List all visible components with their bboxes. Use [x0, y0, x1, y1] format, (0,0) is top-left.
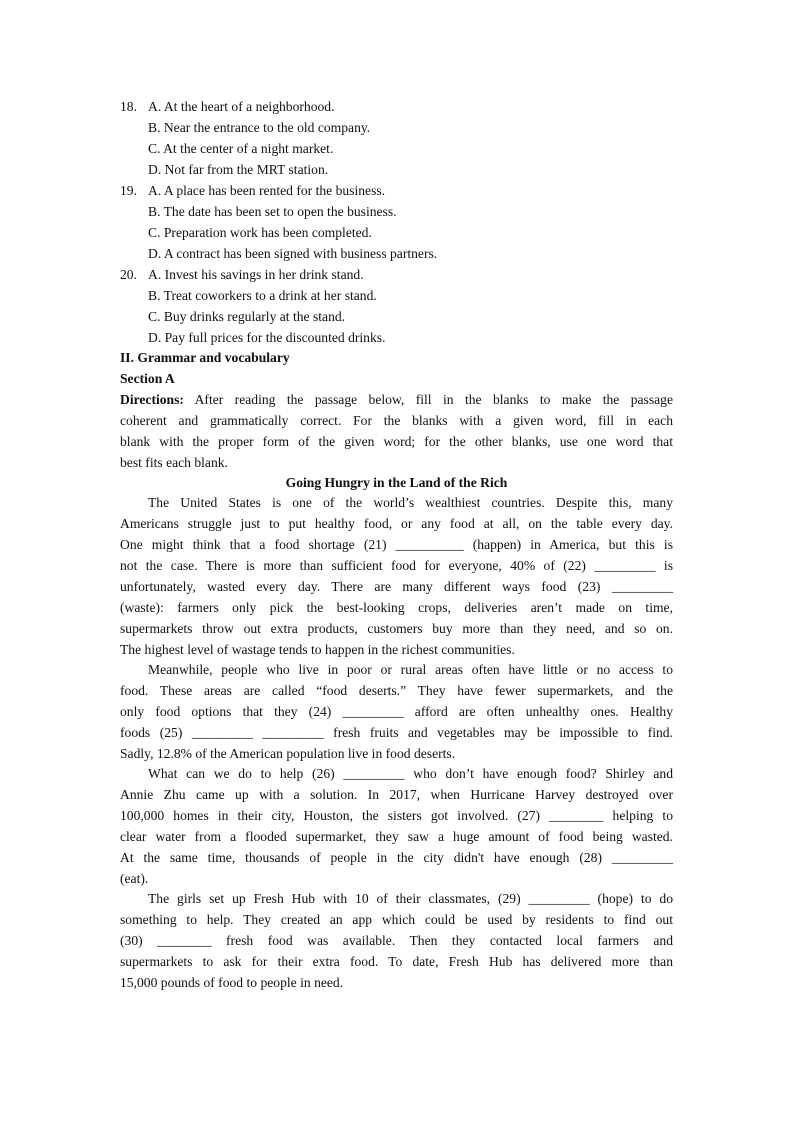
passage-line: Meanwhile, people who live in poor or rural areas often have little or no access to: [148, 662, 673, 677]
passage-line: Americans struggle just to put healthy food, or any food at all, on the table every day.: [120, 516, 673, 531]
passage-line: The girls set up Fresh Hub with 10 of their classmates, (29) _________ (hope) to do: [148, 891, 673, 906]
option-c: C. Buy drinks regularly at the stand.: [148, 309, 346, 324]
directions-line: [120, 389, 673, 410]
passage-line: foods (25) _________ _________ fresh fruits and vegetables may be impossible to find.: [120, 725, 673, 740]
passage-line: (waste): farmers only pick the best-looking crops, deliveries aren’t made on time,: [120, 600, 673, 615]
passage-line: not the case. There is more than sufficient food for everyone, 40% of (22) _________ is: [120, 558, 673, 573]
option-b: B. The date has been set to open the business.: [148, 204, 397, 219]
question-20: [120, 264, 673, 285]
option-b: B. Near the entrance to the old company.: [148, 120, 371, 135]
passage-line: only food options that they (24) _________ afford are often unhealthy ones. Healthy: [120, 704, 673, 719]
question-number: 19.: [120, 183, 137, 198]
passage-line: Annie Zhu came up with a solution. In 2017, when Hurricane Harvey destroyed over: [120, 787, 673, 802]
section-heading: II. Grammar and vocabulary: [120, 350, 290, 365]
directions-text: After reading the passage below, fill in the blanks to make the passage: [183, 392, 673, 407]
option-d: D. Not far from the MRT station.: [148, 162, 329, 177]
directions-line: coherent and grammatically correct. For the blanks with a given word, fill in each: [120, 413, 673, 428]
question-19: [120, 180, 673, 201]
passage-line: Sadly, 12.8% of the American population live in food deserts.: [120, 746, 456, 761]
question-number: 18.: [120, 99, 137, 114]
option-c: C. At the center of a night market.: [148, 141, 334, 156]
passage-line: 15,000 pounds of food to people in need.: [120, 975, 344, 990]
passage-line: something to help. They created an app which could be used by residents to find out: [120, 912, 673, 927]
passage-line: At the same time, thousands of people in the city didn't have enough (28) _________: [120, 850, 673, 865]
option-a: A. A place has been rented for the business.: [148, 183, 386, 198]
option-d: D. A contract has been signed with business partners.: [148, 246, 438, 261]
question-number: 20.: [120, 267, 137, 282]
passage-line: The United States is one of the world’s wealthiest countries. Despite this, many: [148, 495, 673, 510]
passage-line: supermarkets throw out extra products, customers buy more than they need, and so on.: [120, 621, 673, 636]
passage-line: What can we do to help (26) _________ who don’t have enough food? Shirley and: [148, 766, 673, 781]
passage-line: supermarkets to ask for their extra food. To date, Fresh Hub has delivered more than: [120, 954, 673, 969]
option-c: C. Preparation work has been completed.: [148, 225, 372, 240]
passage-line: The highest level of wastage tends to happen in the richest communities.: [120, 642, 515, 657]
directions-line: blank with the proper form of the given word; for the other blanks, use one word that: [120, 434, 673, 449]
option-b: B. Treat coworkers to a drink at her stand.: [148, 288, 377, 303]
question-18: [120, 96, 673, 117]
option-a: A. At the heart of a neighborhood.: [148, 99, 335, 114]
directions-label: Directions:: [120, 392, 184, 407]
passage-line: 100,000 homes in their city, Houston, the sisters got involved. (27) ________ helping to: [120, 808, 673, 823]
passage-line: clear water from a flooded supermarket, they saw a huge amount of food being wasted.: [120, 829, 673, 844]
passage-title: Going Hungry in the Land of the Rich: [285, 475, 508, 490]
passage-line: (30) ________ fresh food was available. Then they contacted local farmers and: [120, 933, 673, 948]
passage-line: (eat).: [120, 871, 149, 886]
section-a-heading: Section A: [120, 371, 175, 386]
option-d: D. Pay full prices for the discounted drinks.: [148, 330, 386, 345]
option-a: A. Invest his savings in her drink stand.: [148, 267, 364, 282]
passage-line: One might think that a food shortage (21) __________ (happen) in America, but this is: [120, 537, 673, 552]
passage-line: food. These areas are called “food deserts.” They have fewer supermarkets, and the: [120, 683, 673, 698]
directions-line: best fits each blank.: [120, 455, 228, 470]
passage-line: unfortunately, wasted every day. There are many different ways food (23) _________: [120, 579, 673, 594]
